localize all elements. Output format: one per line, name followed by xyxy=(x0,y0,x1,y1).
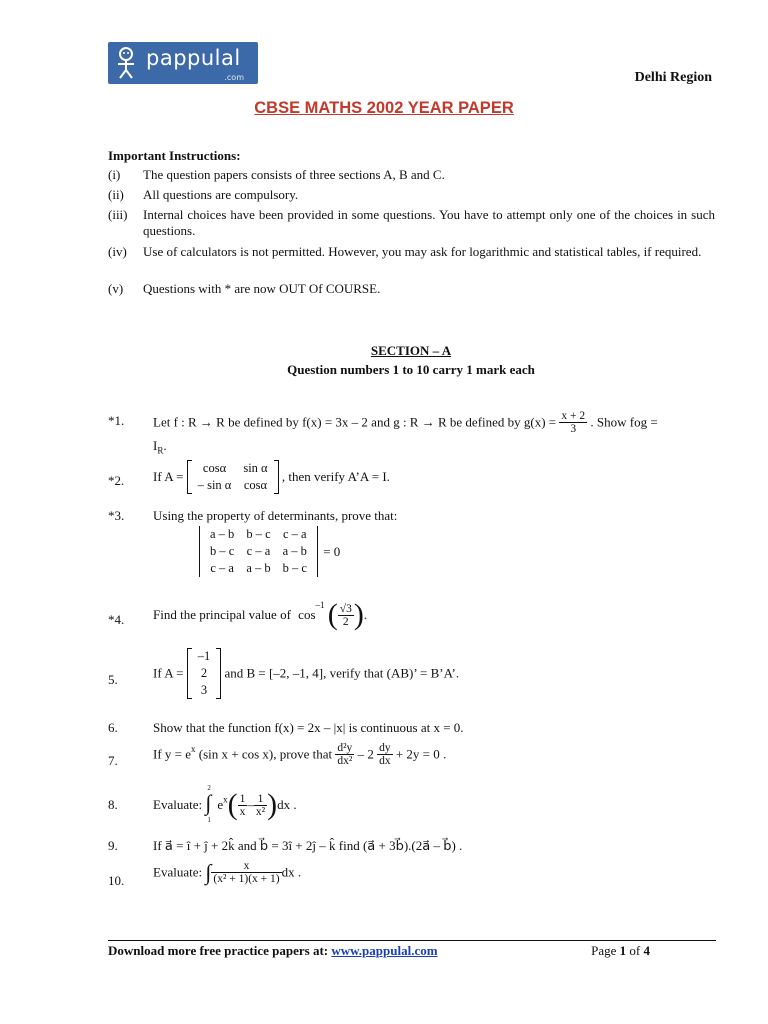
instruction-number: (iv) xyxy=(108,244,127,259)
instruction-text: Questions with * are now OUT Of COURSE. xyxy=(143,281,381,296)
matrix-cell: b – c xyxy=(210,544,235,558)
footer-divider xyxy=(108,940,716,941)
matrix-cell: cosα xyxy=(243,478,268,492)
question-number: 6. xyxy=(108,720,118,735)
question-text: Show that the function f(x) = 2x – |x| is continuous at x = 0. xyxy=(153,720,464,735)
instruction-item xyxy=(108,167,715,183)
matrix-cell: –1 xyxy=(197,649,211,663)
fraction xyxy=(338,603,354,628)
matrix-cell: – sin α xyxy=(197,478,232,492)
matrix-cell: c – a xyxy=(246,544,271,558)
integrand-base: e xyxy=(217,797,224,812)
question-7 xyxy=(108,742,716,780)
instruction-item xyxy=(108,281,715,297)
question-text-end: . xyxy=(163,438,167,453)
question-6 xyxy=(108,720,716,738)
question-1 xyxy=(108,410,716,456)
left-paren: ( xyxy=(227,788,238,821)
function-exponent: –1 xyxy=(315,600,325,610)
footer-link[interactable]: www.pappulal.com xyxy=(331,943,438,958)
instruction-text: Use of calculators is not permitted. However, you may ask for logarithmic and statistical tables, if required. xyxy=(143,244,702,259)
question-number: *1. xyxy=(108,413,125,428)
numerator: x xyxy=(211,860,281,873)
identity-symbol: I xyxy=(153,438,158,453)
matrix-cell: a – b xyxy=(210,527,235,541)
matrix-cell: b – c xyxy=(246,527,271,541)
page-of: of xyxy=(629,943,641,958)
fraction xyxy=(335,742,354,767)
question-text-a: Let f : R → R be defined by f(x) = 3x – 2 and g : R → R be defined by g(x) = xyxy=(153,414,557,430)
numerator: 1 xyxy=(254,793,267,806)
integrand-exponent: x xyxy=(223,794,228,805)
question-text: Using the property of determinants, prove that: xyxy=(153,508,398,523)
question-text-b: . Show fog = xyxy=(590,414,658,430)
question-text xyxy=(153,860,716,885)
matrix-cell: c – a xyxy=(282,527,307,541)
exponent: x xyxy=(191,744,196,755)
function-name: cos xyxy=(298,607,316,623)
left-paren: ( xyxy=(327,598,338,632)
matrix-cell: cosα xyxy=(202,461,227,475)
question-text-continued xyxy=(153,438,716,456)
numerator: x + 2 xyxy=(561,410,586,422)
footer-download xyxy=(108,943,438,959)
instruction-text: Internal choices have been provided in some questions. You have to attempt only one of the choices in such questions. xyxy=(143,207,715,238)
numerator: dy xyxy=(379,742,391,754)
denominator: x² xyxy=(255,805,266,818)
section-title: SECTION – A xyxy=(370,343,452,358)
upper-limit: 2 xyxy=(207,784,211,792)
instruction-text: The question papers consists of three sections A, B and C. xyxy=(143,167,445,182)
page-indicator xyxy=(591,943,650,959)
question-number: 9. xyxy=(108,838,118,853)
determinant-matrix xyxy=(199,526,318,577)
question-number: 5. xyxy=(108,672,118,687)
instruction-item xyxy=(108,207,715,239)
mascot-icon xyxy=(114,46,144,80)
page-number: 1 xyxy=(619,943,627,958)
fraction xyxy=(238,793,248,818)
instruction-text: All questions are compulsory. xyxy=(143,187,299,202)
integral-sign-icon: ∫ xyxy=(205,859,212,885)
question-text xyxy=(153,600,716,630)
matrix-cell: a – b xyxy=(282,544,307,558)
instruction-number: (v) xyxy=(108,281,124,296)
instructions-heading: Important Instructions: xyxy=(108,148,241,163)
question-8 xyxy=(108,786,716,826)
question-2 xyxy=(108,460,716,500)
column-matrix xyxy=(187,648,222,699)
question-5 xyxy=(108,648,716,712)
section-subtitle: Question numbers 1 to 10 carry 1 mark each xyxy=(287,362,535,377)
question-4 xyxy=(108,600,716,640)
instruction-number: (ii) xyxy=(108,187,124,202)
right-paren: ) xyxy=(353,598,364,632)
region-label: Delhi Region xyxy=(634,70,712,85)
denominator: (x² + 1)(x + 1) xyxy=(213,873,280,885)
matrix-cell: 2 xyxy=(200,666,208,680)
denominator: 2 xyxy=(342,615,349,628)
question-text xyxy=(153,460,716,494)
question-text-b: . xyxy=(363,607,368,623)
question-text-a: If A = xyxy=(153,665,184,681)
determinant-rhs: = 0 xyxy=(323,543,341,559)
question-text xyxy=(153,786,716,824)
instruction-item xyxy=(108,244,715,276)
page-prefix: Page xyxy=(591,943,617,958)
question-text-b: and B = [–2, –1, 4], verify that (AB)’ = B’A’. xyxy=(224,665,460,681)
matrix-cell: a – b xyxy=(246,561,271,575)
question-text-a: Find the principal value of xyxy=(153,607,291,623)
question-text-a: If y = e xyxy=(153,746,192,762)
logo-subtext: .com xyxy=(224,73,244,82)
right-paren: ) xyxy=(267,788,278,821)
operator: – 2 xyxy=(357,746,374,762)
instruction-item xyxy=(108,187,715,203)
question-number: 10. xyxy=(108,873,125,888)
question-text xyxy=(153,648,716,699)
equation-end: + 2y = 0 . xyxy=(395,746,447,762)
numerator: 1 xyxy=(239,792,246,805)
differential: dx . xyxy=(277,797,297,812)
question-9 xyxy=(108,838,716,856)
definite-integral xyxy=(205,786,217,824)
question-number: *2. xyxy=(108,473,125,488)
fraction xyxy=(254,793,267,818)
integral-sign-icon: ∫ xyxy=(205,790,212,815)
differential: dx . xyxy=(281,864,302,880)
question-number: *4. xyxy=(108,612,125,627)
denominator: 3 xyxy=(570,423,577,435)
question-number: *3. xyxy=(108,508,125,523)
question-number: 8. xyxy=(108,797,118,812)
question-10 xyxy=(108,860,716,900)
operator: – xyxy=(247,797,254,812)
matrix-cell: b – c xyxy=(282,561,307,575)
fraction xyxy=(377,742,393,767)
numerator: √3 xyxy=(339,602,352,615)
lower-limit: 1 xyxy=(207,816,211,824)
question-text xyxy=(153,742,716,767)
matrix xyxy=(187,460,279,494)
question-text-a: If A = xyxy=(153,469,184,484)
question-text-a: Evaluate: xyxy=(153,864,203,880)
logo-text: pappulal xyxy=(146,46,241,70)
question-text: If a⃗ = î + ĵ + 2k̂ and b⃗ = 3î + 2ĵ – k̂ find (a⃗ + 3b⃗).(2a⃗ – b⃗) . xyxy=(153,838,463,853)
question-3 xyxy=(108,508,716,594)
paper-title: CBSE MATHS 2002 YEAR PAPER xyxy=(254,99,514,117)
matrix-cell: sin α xyxy=(243,461,268,475)
question-text-b: , then verify A’A = I. xyxy=(281,469,390,484)
fraction xyxy=(559,410,587,435)
matrix-cell: 3 xyxy=(200,683,208,697)
question-text xyxy=(153,410,716,435)
identity-subscript: R xyxy=(157,445,164,456)
numerator: d²y xyxy=(337,742,353,754)
pappulal-logo xyxy=(108,42,258,84)
matrix-cell: c – a xyxy=(210,561,234,575)
instruction-number: (i) xyxy=(108,167,121,182)
question-number: 7. xyxy=(108,753,118,768)
instruction-number: (iii) xyxy=(108,207,128,222)
question-text-a: Evaluate: xyxy=(153,797,203,812)
page-total: 4 xyxy=(643,943,650,958)
denominator: dx² xyxy=(337,755,353,767)
denominator: dx xyxy=(379,755,391,767)
denominator: x xyxy=(239,805,246,818)
fraction xyxy=(211,860,281,885)
footer-download-label: Download more free practice papers at: xyxy=(108,943,329,958)
determinant xyxy=(199,526,340,577)
question-text-b: (sin x + cos x), prove that xyxy=(195,746,333,762)
